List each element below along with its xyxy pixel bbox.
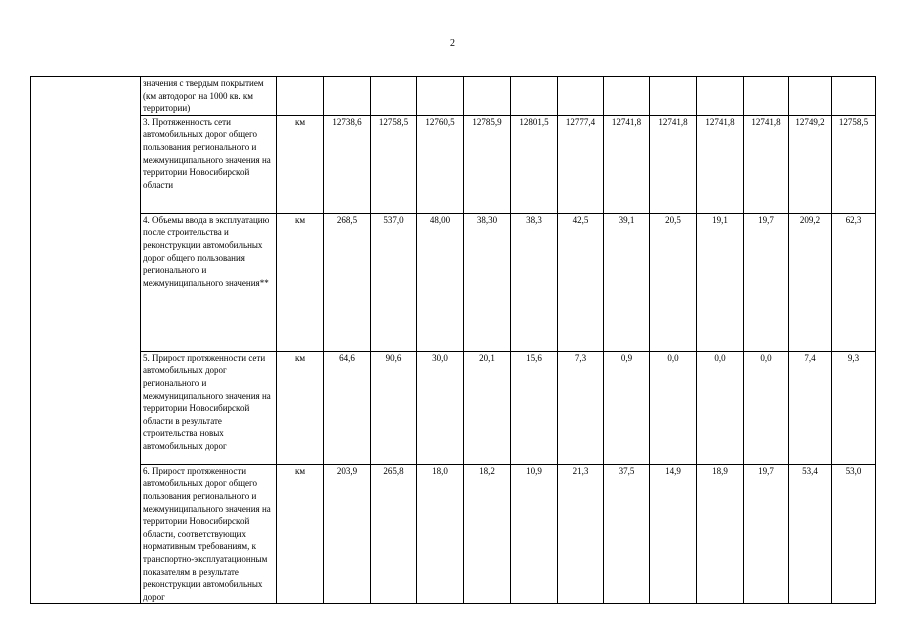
- value-cell: 18,9: [697, 464, 744, 604]
- indicator-name-cell: 5. Прирост протяженности сети автомобильных дорог регионального и межмуниципального значения на территории Новосибирской области в результате строительства новых автомобильных дорог: [141, 351, 277, 464]
- value-cell: [558, 77, 604, 116]
- table-row: [31, 351, 876, 464]
- value-cell: 53,4: [789, 464, 832, 604]
- value-cell: 0,0: [744, 351, 789, 464]
- value-cell: 19,7: [744, 464, 789, 604]
- value-cell: 12785,9: [464, 115, 511, 213]
- value-cell: [744, 77, 789, 116]
- value-cell: 12749,2: [789, 115, 832, 213]
- indicators-table: [30, 76, 876, 604]
- value-cell: [511, 77, 558, 116]
- empty-cell: [31, 213, 141, 351]
- unit-cell: [277, 77, 324, 116]
- page-number: 2: [450, 38, 455, 49]
- value-cell: 9,3: [832, 351, 876, 464]
- value-cell: 0,9: [604, 351, 650, 464]
- value-cell: [697, 77, 744, 116]
- value-cell: 268,5: [324, 213, 371, 351]
- value-cell: 7,4: [789, 351, 832, 464]
- value-cell: 209,2: [789, 213, 832, 351]
- value-cell: 37,5: [604, 464, 650, 604]
- value-cell: 18,2: [464, 464, 511, 604]
- empty-cell: [31, 351, 141, 464]
- indicator-name-cell: значения с твердым покрытием (км автодорог на 1000 кв. км территории): [141, 77, 277, 116]
- indicator-name-cell: 4. Объемы ввода в эксплуатацию после строительства и реконструкции автомобильных дорог общего пользования регионального и межмуниципального значения**: [141, 213, 277, 351]
- value-cell: 20,1: [464, 351, 511, 464]
- value-cell: 12777,4: [558, 115, 604, 213]
- value-cell: 12738,6: [324, 115, 371, 213]
- value-cell: 21,3: [558, 464, 604, 604]
- indicator-name-cell: 3. Протяженность сети автомобильных дорог общего пользования регионального и межмуниципального значения на территории Новосибирской области: [141, 115, 277, 213]
- value-cell: 90,6: [371, 351, 417, 464]
- value-cell: [789, 77, 832, 116]
- value-cell: 14,9: [650, 464, 697, 604]
- value-cell: 15,6: [511, 351, 558, 464]
- value-cell: [324, 77, 371, 116]
- value-cell: 38,30: [464, 213, 511, 351]
- value-cell: 12758,5: [371, 115, 417, 213]
- value-cell: 12801,5: [511, 115, 558, 213]
- empty-cell: [31, 115, 141, 213]
- table-row: [31, 77, 876, 116]
- empty-cell: [31, 77, 141, 116]
- table-row: [31, 213, 876, 351]
- value-cell: 7,3: [558, 351, 604, 464]
- value-cell: 537,0: [371, 213, 417, 351]
- value-cell: 39,1: [604, 213, 650, 351]
- value-cell: 20,5: [650, 213, 697, 351]
- value-cell: 30,0: [417, 351, 464, 464]
- value-cell: 38,3: [511, 213, 558, 351]
- value-cell: 62,3: [832, 213, 876, 351]
- indicator-name-cell: 6. Прирост протяженности автомобильных дорог общего пользования регионального и межмуниципального значения на территории Новосибирской области, соответствующих нормативным требованиям, к транспортно-эксплуатационным показателям в результате реконструкции автомобильных дорог: [141, 464, 277, 604]
- value-cell: 12741,8: [650, 115, 697, 213]
- value-cell: [832, 77, 876, 116]
- value-cell: 53,0: [832, 464, 876, 604]
- value-cell: 12741,8: [744, 115, 789, 213]
- value-cell: 48,00: [417, 213, 464, 351]
- value-cell: 12741,8: [604, 115, 650, 213]
- unit-cell: км: [277, 213, 324, 351]
- value-cell: 18,0: [417, 464, 464, 604]
- value-cell: 265,8: [371, 464, 417, 604]
- value-cell: [604, 77, 650, 116]
- value-cell: 12760,5: [417, 115, 464, 213]
- value-cell: 19,1: [697, 213, 744, 351]
- value-cell: [417, 77, 464, 116]
- value-cell: 0,0: [697, 351, 744, 464]
- unit-cell: км: [277, 464, 324, 604]
- value-cell: [371, 77, 417, 116]
- value-cell: 42,5: [558, 213, 604, 351]
- value-cell: [650, 77, 697, 116]
- value-cell: 64,6: [324, 351, 371, 464]
- value-cell: 12741,8: [697, 115, 744, 213]
- empty-cell: [31, 464, 141, 604]
- value-cell: 0,0: [650, 351, 697, 464]
- value-cell: 203,9: [324, 464, 371, 604]
- table-row: [31, 115, 876, 213]
- value-cell: 10,9: [511, 464, 558, 604]
- value-cell: 19,7: [744, 213, 789, 351]
- table-row: [31, 464, 876, 604]
- unit-cell: км: [277, 115, 324, 213]
- value-cell: [464, 77, 511, 116]
- unit-cell: км: [277, 351, 324, 464]
- value-cell: 12758,5: [832, 115, 876, 213]
